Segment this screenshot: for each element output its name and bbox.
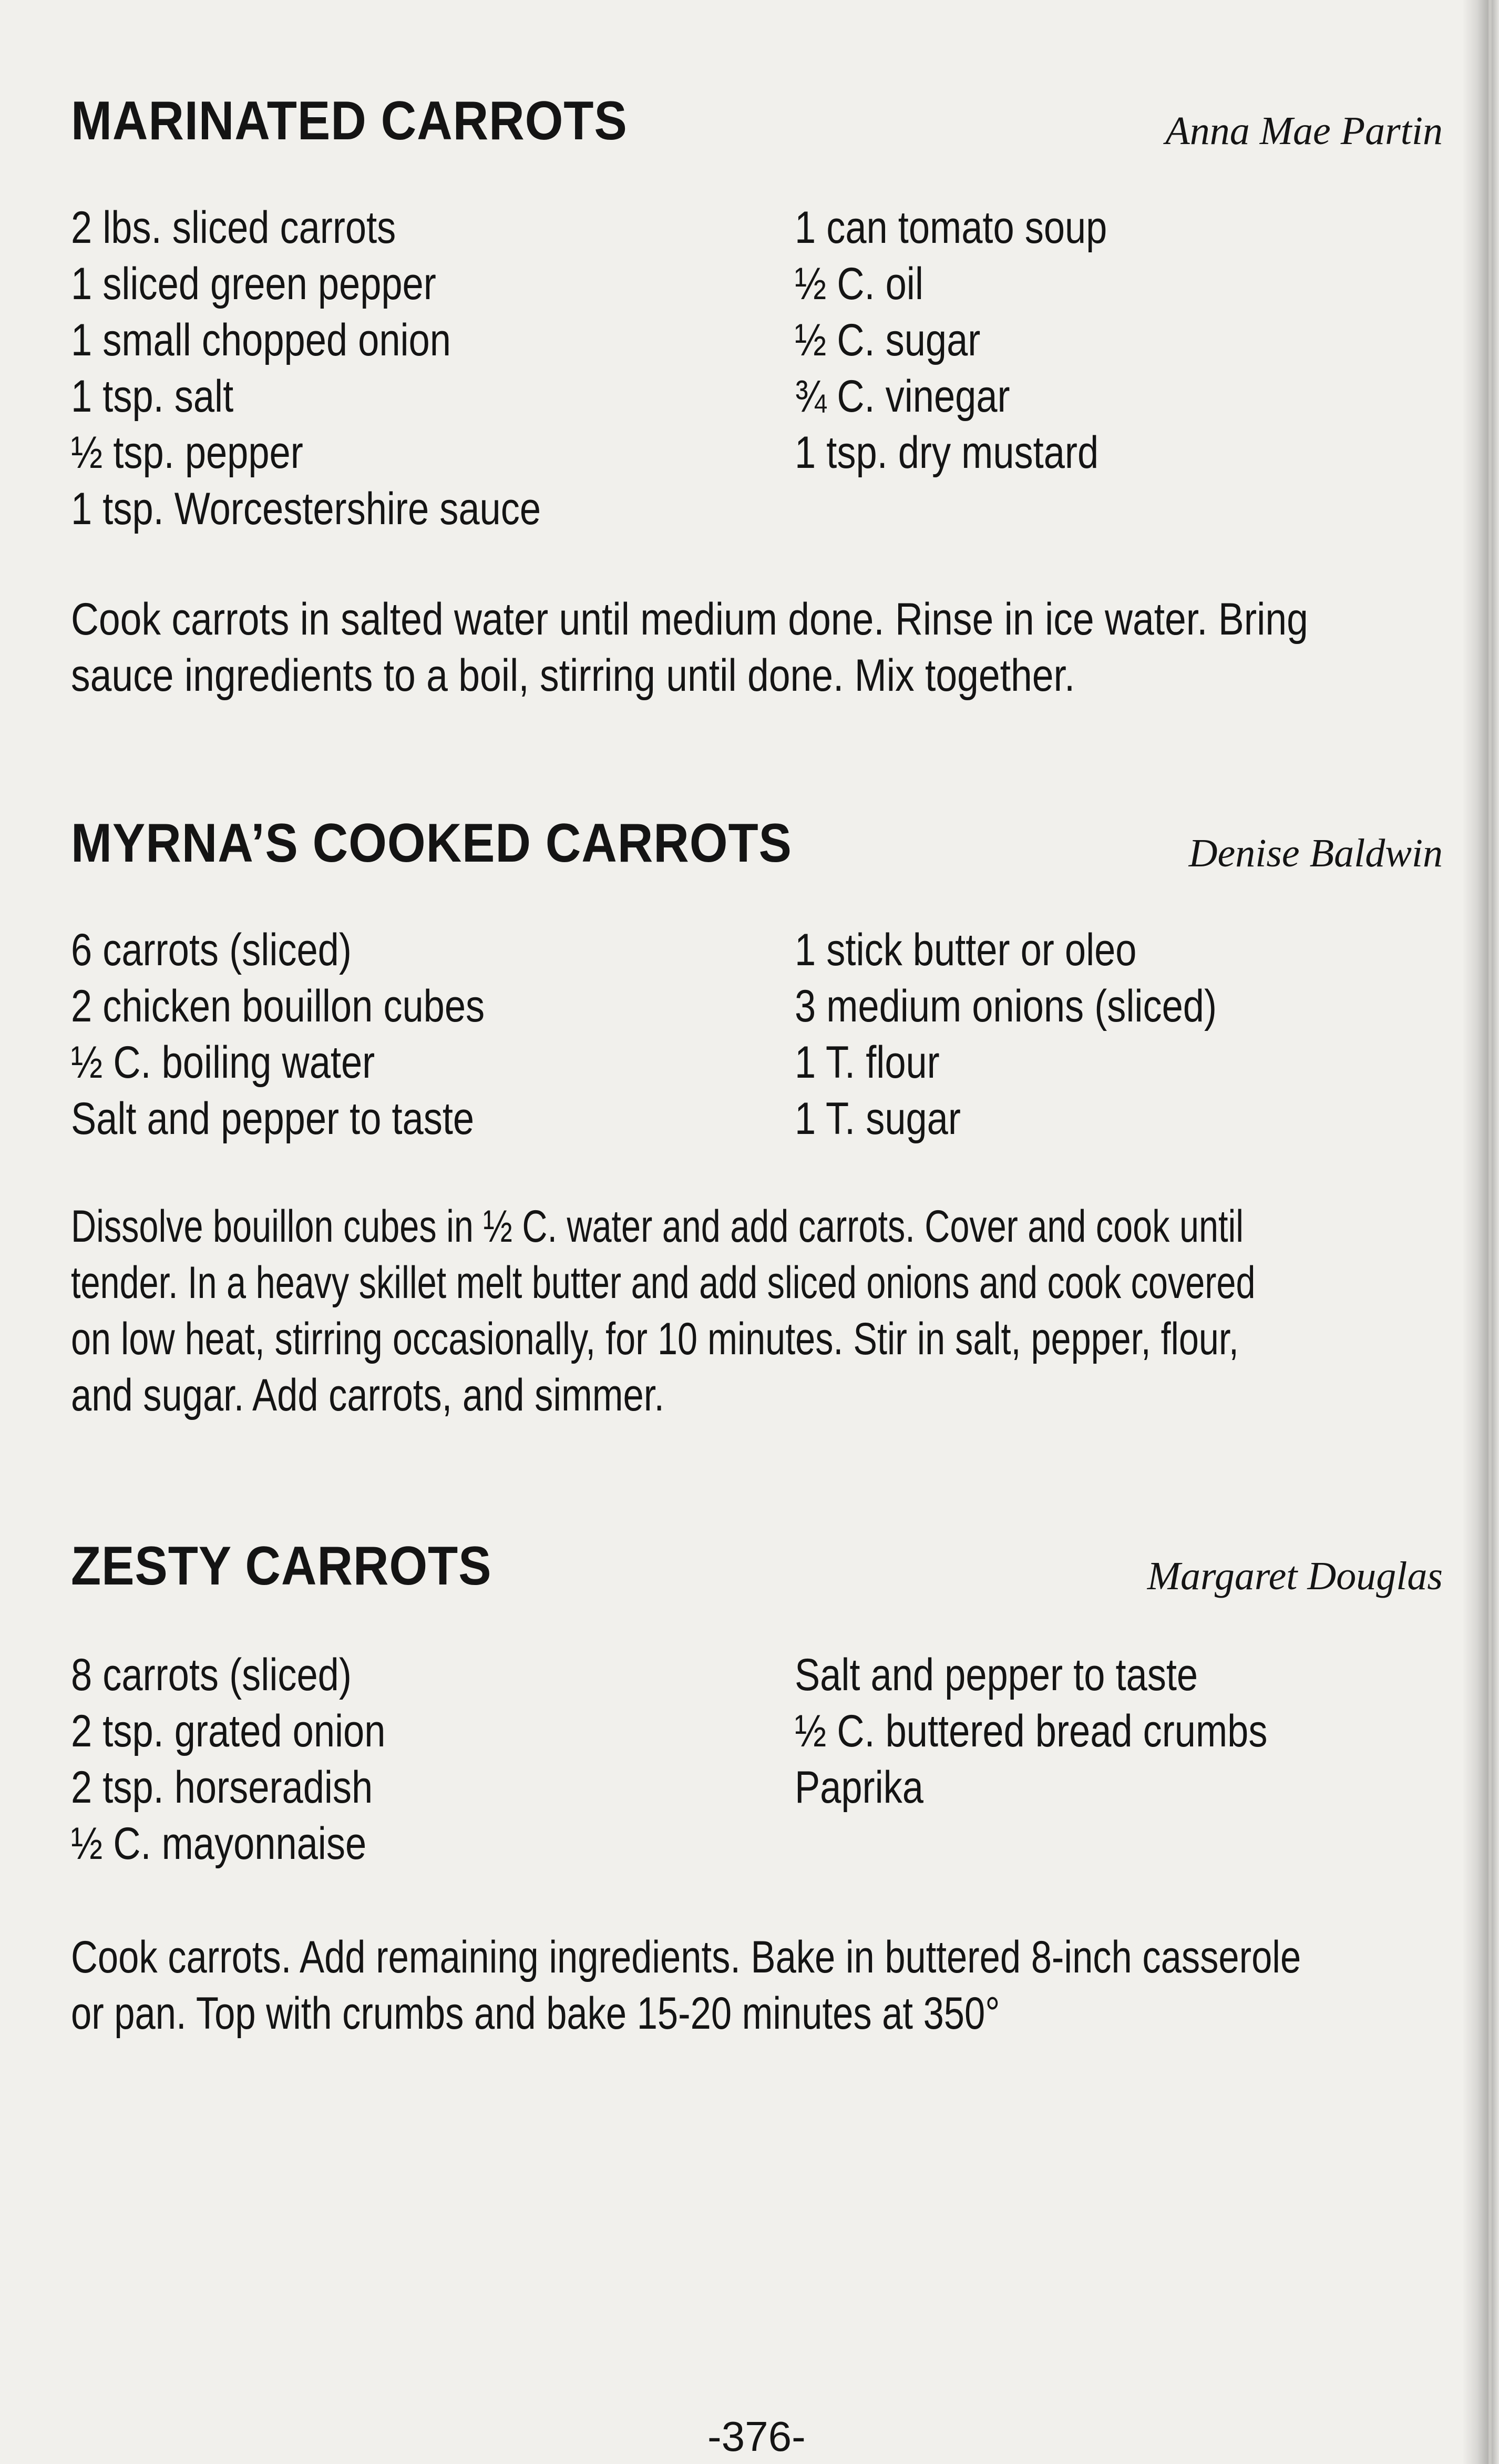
ingredient: 2 tsp. grated onion bbox=[71, 1706, 386, 1756]
ingredient: 1 stick butter or oleo bbox=[795, 925, 1137, 975]
ingredient: 3 medium onions (sliced) bbox=[795, 981, 1217, 1031]
ingredient: ½ C. oil bbox=[795, 259, 923, 309]
ingredient: 1 can tomato soup bbox=[795, 202, 1107, 253]
page-number: -376- bbox=[707, 2413, 806, 2460]
recipe-title: MARINATED CARROTS bbox=[71, 90, 628, 151]
recipe-directions bbox=[71, 1199, 1443, 1424]
ingredient: ½ C. sugar bbox=[795, 315, 981, 365]
recipe-author: Margaret Douglas bbox=[1147, 1554, 1443, 1598]
ingredient: 1 tsp. dry mustard bbox=[795, 427, 1099, 478]
ingredient: 2 tsp. horseradish bbox=[71, 1762, 373, 1813]
ingredient: 1 sliced green pepper bbox=[71, 259, 436, 309]
ingredient: ½ C. buttered bread crumbs bbox=[795, 1706, 1268, 1756]
recipe-author: Anna Mae Partin bbox=[1165, 109, 1443, 153]
ingredient: 1 T. flour bbox=[795, 1037, 940, 1088]
directions-line: tender. In a heavy skillet melt butter and add sliced onions and cook covered bbox=[71, 1257, 1256, 1308]
recipe-directions bbox=[71, 1929, 1443, 2042]
page-edge-shadow bbox=[1462, 0, 1499, 2464]
ingredient: ½ tsp. pepper bbox=[71, 427, 303, 478]
ingredient: Paprika bbox=[795, 1762, 923, 1813]
ingredient-list-left bbox=[71, 922, 563, 1147]
ingredient: 1 tsp. Worcestershire sauce bbox=[71, 484, 541, 534]
directions-line: sauce ingredients to a boil, stirring until done. Mix together. bbox=[71, 650, 1075, 701]
directions-line: on low heat, stirring occasionally, for 10 minutes. Stir in salt, pepper, flour, bbox=[71, 1314, 1239, 1364]
ingredient-list-right bbox=[795, 200, 1167, 481]
directions-line: or pan. Top with crumbs and bake 15-20 minutes at 350° bbox=[71, 1988, 1000, 2039]
ingredient: Salt and pepper to taste bbox=[71, 1093, 475, 1144]
ingredient: 2 chicken bouillon cubes bbox=[71, 981, 485, 1031]
ingredient: Salt and pepper to taste bbox=[795, 1650, 1198, 1700]
ingredient: 1 small chopped onion bbox=[71, 315, 451, 365]
ingredient-list-right bbox=[795, 1647, 1358, 1816]
directions-line: Cook carrots. Add remaining ingredients. Bake in buttered 8-inch casserole bbox=[71, 1932, 1301, 1982]
directions-line: Dissolve bouillon cubes in ½ C. water and add carrots. Cover and cook until bbox=[71, 1201, 1244, 1252]
ingredient: 8 carrots (sliced) bbox=[71, 1650, 352, 1700]
ingredient: ½ C. mayonnaise bbox=[71, 1818, 367, 1869]
ingredient: ¾ C. vinegar bbox=[795, 371, 1010, 422]
ingredient: 2 lbs. sliced carrots bbox=[71, 202, 396, 253]
ingredient: 1 T. sugar bbox=[795, 1093, 961, 1144]
directions-line: Cook carrots in salted water until medium done. Rinse in ice water. Bring bbox=[71, 594, 1308, 645]
ingredient: 6 carrots (sliced) bbox=[71, 925, 352, 975]
recipe-directions bbox=[71, 591, 1443, 704]
ingredient-list-right bbox=[795, 922, 1297, 1147]
ingredient: 1 tsp. salt bbox=[71, 371, 234, 422]
directions-line: and sugar. Add carrots, and simmer. bbox=[71, 1370, 664, 1420]
ingredient-list-left bbox=[71, 1647, 445, 1872]
recipe-title: ZESTY CARROTS bbox=[71, 1536, 492, 1597]
recipe-author: Denise Baldwin bbox=[1188, 831, 1443, 875]
page-edge-line bbox=[1488, 0, 1492, 2464]
ingredient: ½ C. boiling water bbox=[71, 1037, 375, 1088]
recipe-title: MYRNA’S COOKED CARROTS bbox=[71, 813, 792, 874]
ingredient-list-left bbox=[71, 200, 630, 537]
